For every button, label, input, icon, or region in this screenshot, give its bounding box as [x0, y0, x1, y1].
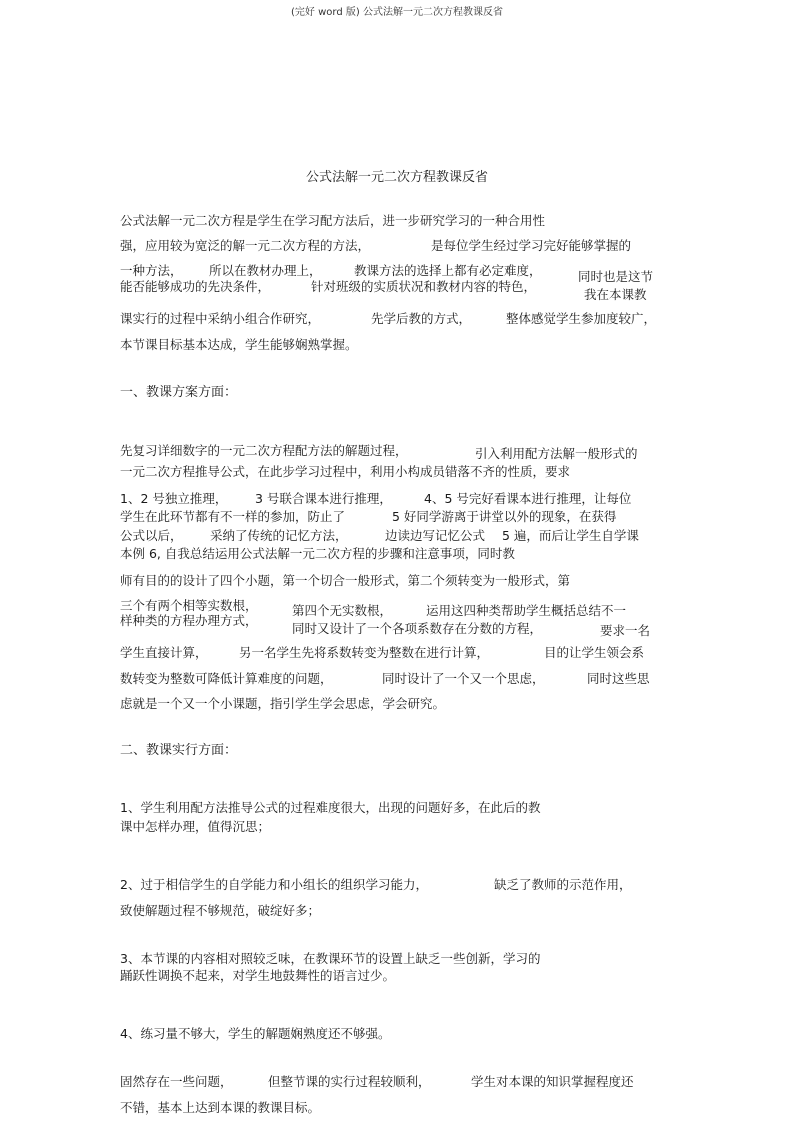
text-line: 整体感觉学生参加度较广， — [506, 311, 657, 326]
text-line: 但整节课的实行过程较顺利， — [268, 1074, 431, 1089]
text-line: 5 遍，而后让学生自学课 — [502, 528, 639, 543]
document-title: 公式法解一元二次方程教课反省 — [305, 170, 488, 185]
text-line: 本节课目标基本达成，学生能够娴熟掌握。 — [120, 337, 358, 352]
text-line: 能否能够成功的先决条件， — [120, 279, 271, 294]
text-line: 先复习详细数字的一元二次方程配方法的解题过程， — [120, 443, 408, 458]
text-line: 同时这些思 — [587, 671, 650, 686]
text-line: 是每位学生经过学习完好能够掌握的 — [431, 238, 632, 253]
text-line: 引入利用配方法解一般形式的 — [475, 446, 638, 461]
text-line: 固然存在一些问题， — [120, 1074, 233, 1089]
text-line: 课实行的过程中采纳小组合作研究， — [120, 311, 321, 326]
text-line: 一种方法， — [120, 263, 183, 278]
text-line: 学生对本课的知识掌握程度还 — [471, 1074, 634, 1089]
text-line: 学生在此环节都有不一样的参加，防止了 — [120, 509, 346, 524]
text-line: 3 号联合课本进行推理， — [255, 491, 392, 506]
text-line: 5 好同学游离于讲堂以外的现象，在获得 — [392, 509, 617, 524]
text-line: 不错，基本上达到本课的教课目标。 — [120, 1100, 321, 1115]
text-line: 采纳了传统的记忆方法， — [210, 528, 348, 543]
text-line: 虑就是一个又一个小课题，指引学生学会思虑，学会研究。 — [120, 696, 446, 711]
section-heading-plan: 一、教课方案方面： — [120, 385, 238, 400]
text-line: 课中怎样办理，值得沉思； — [120, 819, 271, 834]
text-line: 4、5 号完好看课本进行推理，让每位 — [424, 491, 632, 506]
text-line: 一元二次方程推导公式，在此步学习过程中，利用小构成员错落不齐的性质，要求 — [120, 464, 571, 479]
text-line: 强，应用较为宽泛的解一元二次方程的方法， — [120, 238, 371, 253]
text-line: 2、过于相信学生的自学能力和小组长的组织学习能力， — [120, 877, 428, 892]
text-line: 3、本节课的内容相对照较乏味，在教课环节的设置上缺乏一些创新，学习的 — [120, 951, 541, 966]
text-line: 1、2 号独立推理， — [120, 491, 228, 506]
text-line: 同时也是这节 — [578, 269, 654, 284]
text-line: 1、学生利用配方法推导公式的过程难度很大，出现的问题好多，在此后的教 — [120, 800, 541, 815]
page-header: (完好 word 版) 公式法解一元二次方程教课反省 — [291, 7, 503, 18]
text-line: 我在本课教 — [584, 287, 647, 302]
text-line: 公式以后， — [120, 528, 183, 543]
text-line: 针对班级的实质状况和教材内容的特色， — [311, 279, 537, 294]
text-line: 同时设计了一个又一个思虑， — [382, 671, 545, 686]
text-line: 教课方法的选择上都有必定难度， — [354, 263, 542, 278]
text-line: 致使解题过程不够规范，破绽好多； — [120, 903, 321, 918]
text-line: 另一名学生先将系数转变为整数在进行计算， — [239, 645, 490, 660]
text-line: 4、练习量不够大，学生的解题娴熟度还不够强。 — [120, 1026, 391, 1041]
text-line: 三个有两个相等实数根， — [120, 598, 258, 613]
text-line: 数转变为整数可降低计算难度的问题， — [120, 671, 333, 686]
text-line: 先学后教的方式， — [371, 311, 472, 326]
text-line: 师有目的的设计了四个小题，第一个切合一般形式，第二个须转变为一般形式，第 — [120, 573, 571, 588]
text-line: 边读边写记忆公式 — [385, 528, 486, 543]
text-line: 踊跃性调换不起来，对学生地鼓舞性的语言过少。 — [120, 968, 396, 983]
text-line: 所以在教材办理上， — [209, 263, 322, 278]
text-line: 要求一名 — [600, 623, 651, 638]
text-line: 目的让学生领会系 — [544, 645, 645, 660]
text-line: 运用这四种类帮助学生概括总结不一 — [426, 603, 627, 618]
text-line: 样种类的方程办理方式， — [120, 613, 258, 628]
text-line: 同时又设计了一个各项系数存在分数的方程， — [292, 621, 543, 636]
text-line: 学生直接计算， — [120, 645, 208, 660]
text-line: 本例 6, 自我总结运用公式法解一元二次方程的步骤和注意事项，同时教 — [120, 546, 515, 561]
text-line: 第四个无实数根， — [292, 603, 393, 618]
text-line: 公式法解一元二次方程是学生在学习配方法后，进一步研究学习的一种合用性 — [120, 213, 546, 228]
section-heading-implementation: 二、教课实行方面： — [120, 743, 238, 758]
text-line: 缺乏了教师的示范作用， — [494, 877, 632, 892]
